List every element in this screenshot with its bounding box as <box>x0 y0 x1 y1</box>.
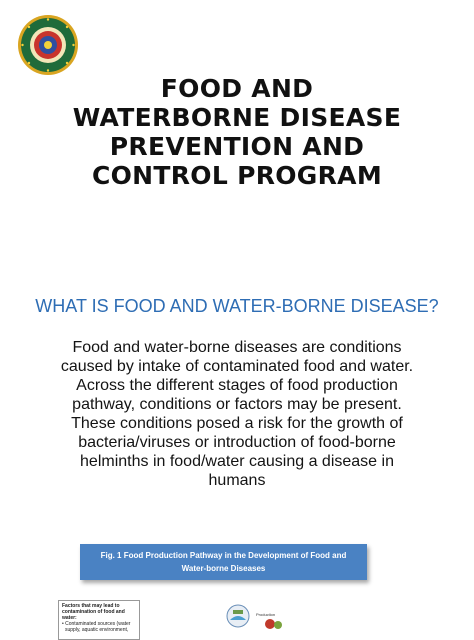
body-line: Food and water-borne diseases are conditions <box>72 339 402 356</box>
body-line: caused by intake of contaminated food and water. <box>60 358 414 375</box>
body-line: pathway, conditions or factors may be present. <box>72 396 402 413</box>
factors-bullet-cont: supply, aquatic environment, <box>65 627 129 633</box>
figure-caption-line: Fig. 1 Food Production Pathway in the Development of Food and <box>100 551 347 560</box>
body-paragraph <box>24 338 450 490</box>
figure-caption-line: Water-borne Diseases <box>181 564 266 573</box>
title-line: PREVENTION AND <box>109 132 365 161</box>
factors-box <box>58 600 140 640</box>
body-line: helminths in food/water causing a disease in <box>80 453 394 470</box>
factors-heading: Factors that may lead to <box>62 603 120 609</box>
factors-bullet: • Contaminated sources (water <box>62 621 131 627</box>
diagram-label: Production <box>256 612 276 617</box>
title-line: WATERBORNE DISEASE <box>72 103 402 132</box>
doh-seal-logo <box>17 14 79 76</box>
body-line: bacteria/viruses or introduction of food-borne <box>78 434 396 451</box>
title-line: FOOD AND <box>160 74 314 103</box>
title-line: CONTROL PROGRAM <box>91 161 383 190</box>
body-line: Across the different stages of food production <box>76 377 398 394</box>
body-line: humans <box>208 472 266 489</box>
body-line: These conditions posed a risk for the growth of <box>71 415 403 432</box>
factors-heading: contamination of food and water: <box>62 609 125 621</box>
page-title <box>30 74 444 190</box>
figure-caption <box>80 544 367 580</box>
section-heading: WHAT IS FOOD AND WATER-BORNE DISEASE? <box>35 296 439 316</box>
